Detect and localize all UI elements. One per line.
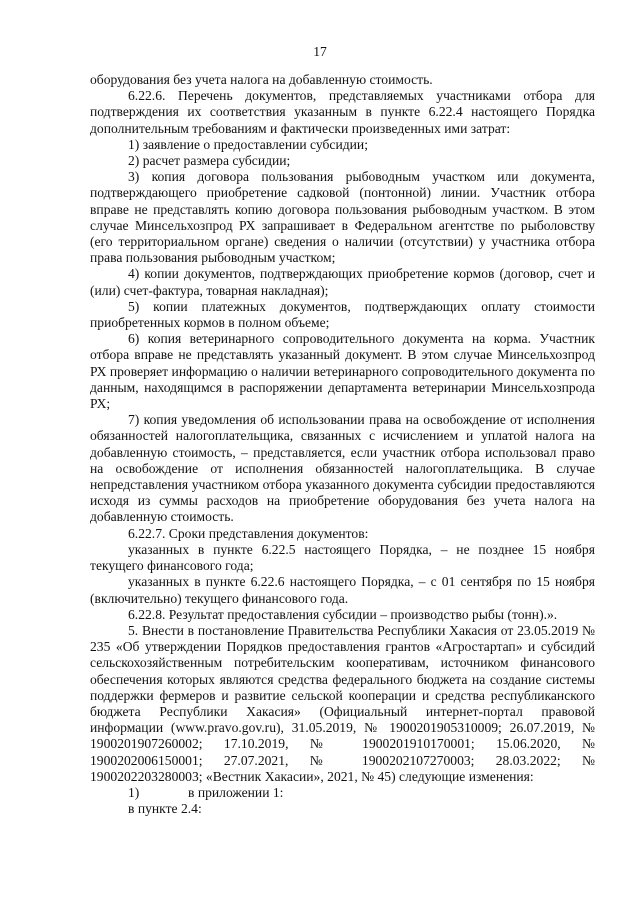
paragraph: 6.22.6. Перечень документов, представляемых участниками отбора для подтверждения их соответствия указанным в пункте 6.22.4 настоящего Порядка дополнительным требованиям и фактически произведенных ими затрат: bbox=[90, 88, 595, 136]
paragraph: 5. Внести в постановление Правительства Республики Хакасия от 23.05.2019 № 235 «Об утверждении Порядков предоставления грантов «Агростартап» и субсидий сельскохозяйственным потребительским кооперативам, источником финансового обеспечения которых являются средства федерального бюджета на создание системы поддержки фермеров и развитие сельской кооперации и средства республиканского бюджета Республики Хакасия» (Официальный интернет-портал правовой информации (www.pravo.gov.ru), 31.05.2019, № 1900201905310009; 26.07.2019, № 1900201907260002; 17.10.2019, № 1900201910170001; 15.06.2020, № 1900202006150001; 27.07.2021, № 1900202107270003; 28.03.2022; № 1900202203280003; «Вестник Хакасии», 2021, № 45) следующие изменения: bbox=[90, 622, 595, 784]
paragraph: указанных в пункте 6.22.6 настоящего Порядка, – с 01 сентября по 15 ноября (включительно) текущего финансового года. bbox=[90, 574, 595, 606]
paragraph: 3) копия договора пользования рыбоводным участком или документа, подтверждающего приобретение садковой (понтонной) линии. Участник отбора вправе не представлять копию договора пользования рыбоводным участком. В этом случае Минсельхозпрод РХ запрашивает в Федеральном агентстве по рыболовству (его территориальном органе) сведения о наличии (отсутствии) у участника отбора права пользования рыбоводным участком; bbox=[90, 169, 595, 266]
list-item-text: в приложении 1: bbox=[188, 784, 284, 800]
page-number: 17 bbox=[313, 44, 327, 59]
paragraph: 6.22.8. Результат предоставления субсидии – производство рыбы (тонн).». bbox=[128, 606, 558, 622]
paragraph: оборудования без учета налога на добавленную стоимость. bbox=[90, 72, 433, 87]
paragraph: 6) копия ветеринарного сопроводительного документа на корма. Участник отбора вправе не представлять указанный документ. В этом случае Минсельхозпрод РХ проверяет информацию о наличии ветеринарного сопроводительного документа по данным, находящимся в распоряжении департамента ветеринарии Минсельхозпрода РХ; bbox=[90, 331, 595, 412]
paragraph: 7) копия уведомления об использовании права на освобождение от исполнения обязанностей налогоплательщика, связанных с исчислением и уплатой налога на добавленную стоимость, – представляется, если участник отбора использовал право на освобождение от исполнения обязанностей налогоплательщика. В случае непредставления участником отбора указанного документа субсидии предоставляются исходя из суммы расходов на приобретение оборудования без учета налога на добавленную стоимость. bbox=[90, 412, 595, 525]
paragraph: 2) расчет размера субсидии; bbox=[128, 153, 291, 169]
paragraph: 5) копии платежных документов, подтверждающих оплату стоимости приобретенных кормов в полном объеме; bbox=[90, 298, 595, 331]
paragraph: указанных в пункте 6.22.5 настоящего Порядка, – не позднее 15 ноября текущего финансового года; bbox=[90, 541, 595, 574]
document-body bbox=[90, 72, 595, 817]
list-item bbox=[90, 785, 595, 801]
paragraph: 4) копии документов, подтверждающих приобретение кормов (договор, счет и (или) счет-фактура, товарная накладная); bbox=[90, 266, 595, 298]
list-item-number: 1) bbox=[128, 784, 140, 800]
paragraph: 6.22.7. Сроки представления документов: bbox=[128, 525, 369, 541]
paragraph: в пункте 2.4: bbox=[128, 801, 202, 817]
paragraph: 1) заявление о предоставлении субсидии; bbox=[128, 136, 368, 152]
